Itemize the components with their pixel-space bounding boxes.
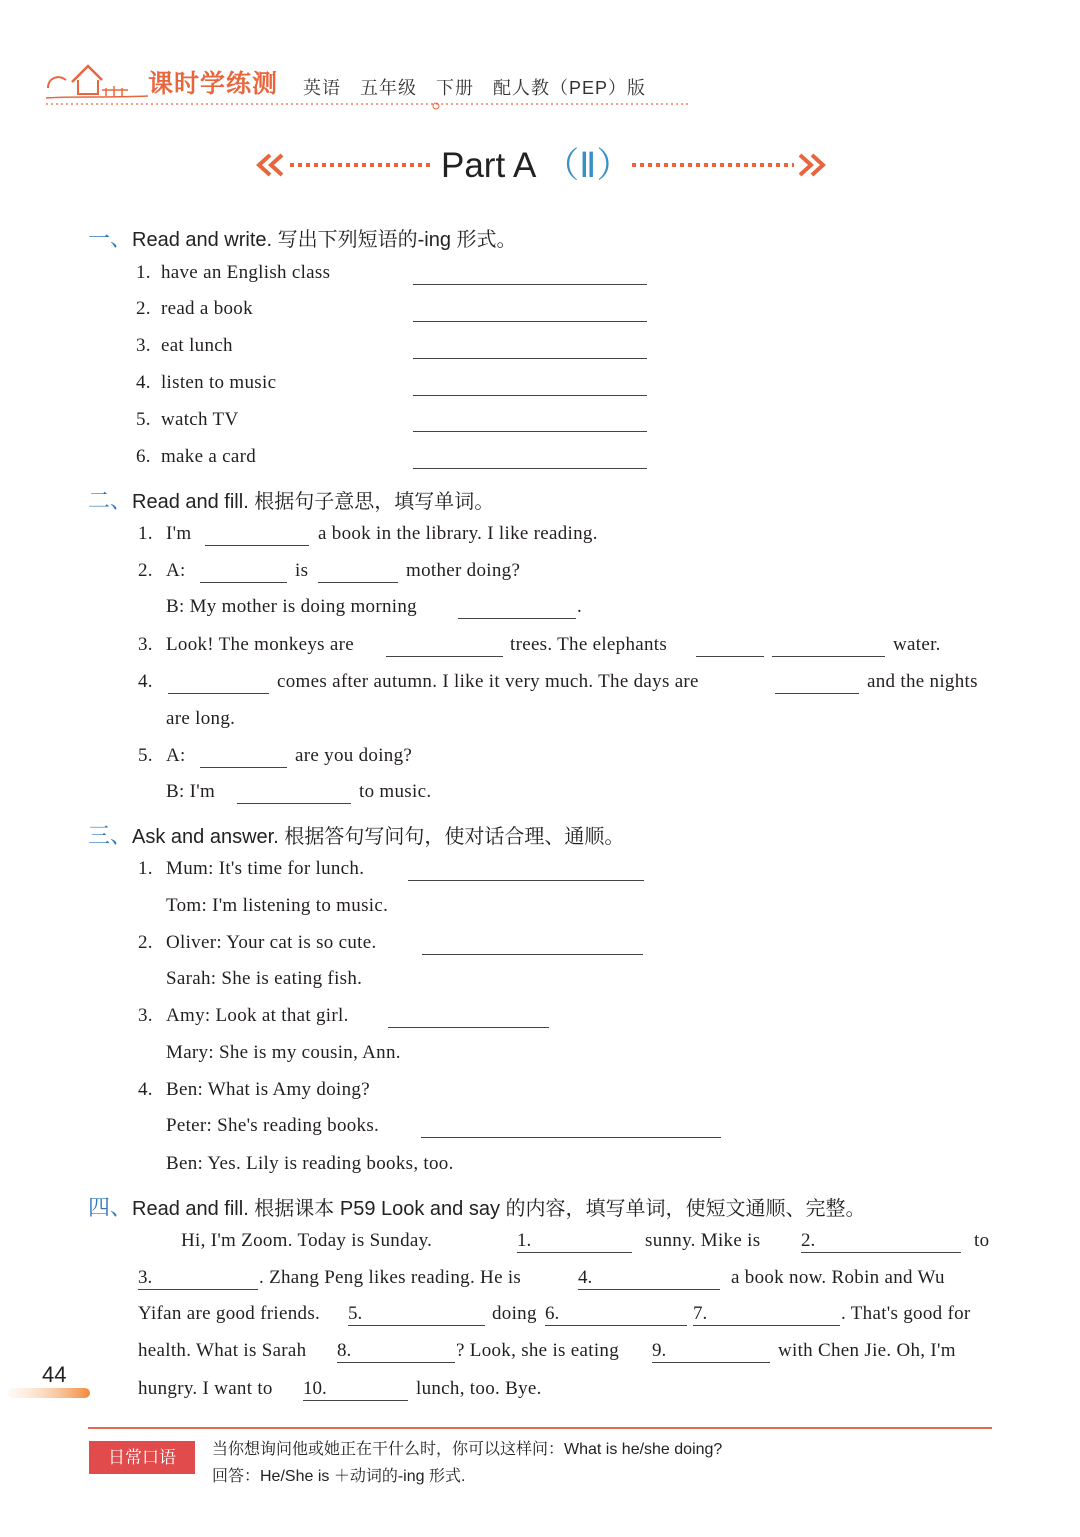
q-text: are you doing? xyxy=(295,745,413,766)
section-heading-text: Read and write. 写出下列短语的-ing 形式。 xyxy=(132,229,517,251)
answer-blank[interactable] xyxy=(388,1027,549,1028)
blank-number: 2. xyxy=(801,1230,816,1251)
q-text: comes after autumn. I like it very much. The days are xyxy=(277,671,699,692)
answer-blank[interactable] xyxy=(458,618,576,619)
answer-blank[interactable] xyxy=(408,880,644,881)
passage-text: . Zhang Peng likes reading. He is xyxy=(259,1267,522,1288)
answer-blank[interactable] xyxy=(772,656,885,657)
q-text: Tom: I'm listening to music. xyxy=(166,895,389,916)
q-text: . xyxy=(577,596,583,617)
book-subtitle: 英语 五年级 下册 配人教（PEP）版 xyxy=(303,78,647,98)
q-text: a book in the library. I like reading. xyxy=(318,523,598,544)
section-number: 一、 xyxy=(88,226,133,251)
passage-text: Hi, I'm Zoom. Today is Sunday. xyxy=(181,1230,433,1251)
section-3-heading xyxy=(88,819,624,850)
answer-blank[interactable] xyxy=(205,545,309,546)
q-text: Oliver: Your cat is so cute. xyxy=(166,932,377,953)
q-text: Ben: Yes. Lily is reading books, too. xyxy=(166,1153,454,1174)
page-number-bar xyxy=(8,1388,90,1398)
q-text: I'm xyxy=(166,523,192,544)
section-number: 三、 xyxy=(88,823,133,848)
passage-text: with Chen Jie. Oh, I'm xyxy=(778,1340,956,1361)
q-text: mother doing? xyxy=(406,560,521,581)
exercise-item: 5. watch TV xyxy=(136,409,239,430)
answer-blank[interactable] xyxy=(693,1325,840,1326)
q-number: 2. xyxy=(138,560,153,581)
part-title xyxy=(441,138,631,188)
answer-blank[interactable] xyxy=(696,656,764,657)
q-text: Look! The monkeys are xyxy=(166,634,354,655)
blank-number: 9. xyxy=(652,1340,667,1361)
blank-number: 6. xyxy=(545,1303,560,1324)
answer-blank[interactable] xyxy=(652,1362,770,1363)
answer-blank[interactable] xyxy=(413,431,647,432)
section-2-heading xyxy=(88,484,494,515)
q-text: Mum: It's time for lunch. xyxy=(166,858,365,879)
answer-blank[interactable] xyxy=(578,1289,720,1290)
q-number: 1. xyxy=(138,523,153,544)
section-1-heading xyxy=(88,222,517,253)
q-text: Ben: What is Amy doing? xyxy=(166,1079,370,1100)
q-text: to music. xyxy=(359,781,432,802)
passage-text: sunny. Mike is xyxy=(645,1230,761,1251)
answer-blank[interactable] xyxy=(413,284,647,285)
answer-blank[interactable] xyxy=(413,395,647,396)
footer-tip-answer: 回答：He/She is ＋动词的-ing 形式. xyxy=(212,1468,466,1485)
footer-tip-question: 当你想询问他或她正在干什么时，你可以这样问：What is he/she doing? xyxy=(212,1441,723,1458)
passage-text: hungry. I want to xyxy=(138,1378,273,1399)
q-text: Peter: She's reading books. xyxy=(166,1115,380,1136)
q-text: Mary: She is my cousin, Ann. xyxy=(166,1042,401,1063)
answer-blank[interactable] xyxy=(168,693,269,694)
q-text: are long. xyxy=(166,708,236,729)
blank-number: 10. xyxy=(303,1378,327,1399)
passage-text: to xyxy=(974,1230,990,1251)
q-text: and the nights xyxy=(867,671,978,692)
q-number: 5. xyxy=(138,745,153,766)
blank-number: 8. xyxy=(337,1340,352,1361)
answer-blank[interactable] xyxy=(237,803,351,804)
answer-blank[interactable] xyxy=(421,1137,721,1138)
passage-text: ? Look, she is eating xyxy=(456,1340,620,1361)
section-4-heading xyxy=(88,1191,866,1222)
exercise-item: 6. make a card xyxy=(136,446,257,467)
section-heading-text: Read and fill. 根据句子意思，填写单词。 xyxy=(132,491,495,513)
q-text: is xyxy=(295,560,309,581)
blank-number: 4. xyxy=(578,1267,593,1288)
q-text: Sarah: She is eating fish. xyxy=(166,968,363,989)
daily-speech-tag: 日常口语 xyxy=(89,1441,195,1474)
answer-blank[interactable] xyxy=(318,582,398,583)
answer-blank[interactable] xyxy=(303,1400,408,1401)
q-number: 1. xyxy=(138,858,153,879)
q-number: 3. xyxy=(138,634,153,655)
answer-blank[interactable] xyxy=(517,1252,632,1253)
section-heading-text: Read and fill. 根据课本 P59 Look and say 的内容，填写单词，使短文通顺、完整。 xyxy=(132,1198,866,1220)
answer-blank[interactable] xyxy=(545,1325,687,1326)
answer-blank[interactable] xyxy=(801,1252,961,1253)
exercise-item: 4. listen to music xyxy=(136,372,277,393)
brand-title: 课时学练测 xyxy=(148,70,279,98)
q-text: B: My mother is doing morning xyxy=(166,596,417,617)
footer-divider xyxy=(88,1427,992,1429)
passage-text: . That's good for xyxy=(841,1303,971,1324)
answer-blank[interactable] xyxy=(200,767,287,768)
q-number: 2. xyxy=(138,932,153,953)
q-text: Amy: Look at that girl. xyxy=(166,1005,349,1026)
answer-blank[interactable] xyxy=(413,468,647,469)
passage-text: lunch, too. Bye. xyxy=(416,1378,542,1399)
q-number: 4. xyxy=(138,671,153,692)
exercise-item: 1. have an English class xyxy=(136,262,331,283)
part-title-main: Part A xyxy=(441,146,535,185)
q-text: trees. The elephants xyxy=(510,634,668,655)
q-text: water. xyxy=(893,634,941,655)
passage-text: a book now. Robin and Wu xyxy=(731,1267,945,1288)
section-heading-text: Ask and answer. 根据答句写问句，使对话合理、通顺。 xyxy=(132,826,625,848)
page-number: 44 xyxy=(42,1362,67,1387)
answer-blank[interactable] xyxy=(200,582,287,583)
title-right-chevron-icon xyxy=(630,150,826,180)
answer-blank[interactable] xyxy=(348,1325,485,1326)
section-number: 四、 xyxy=(88,1195,133,1220)
answer-blank[interactable] xyxy=(413,358,647,359)
answer-blank[interactable] xyxy=(386,656,503,657)
q-text: A: xyxy=(166,745,186,766)
passage-text: Yifan are good friends. xyxy=(138,1303,321,1324)
exercise-item: 3. eat lunch xyxy=(136,335,233,356)
q-text: A: xyxy=(166,560,186,581)
passage-text: doing xyxy=(492,1303,537,1324)
q-text: B: I'm xyxy=(166,781,216,802)
q-number: 4. xyxy=(138,1079,153,1100)
blank-number: 3. xyxy=(138,1267,153,1288)
q-number: 3. xyxy=(138,1005,153,1026)
answer-blank[interactable] xyxy=(138,1289,258,1290)
part-title-roman: （Ⅱ） xyxy=(544,146,632,185)
blank-number: 5. xyxy=(348,1303,363,1324)
passage-text: health. What is Sarah xyxy=(138,1340,307,1361)
house-logo-icon xyxy=(44,58,154,104)
answer-blank[interactable] xyxy=(422,954,643,955)
blank-number: 7. xyxy=(693,1303,708,1324)
section-number: 二、 xyxy=(88,488,133,513)
exercise-item: 2. read a book xyxy=(136,298,253,319)
header-dotted-rule xyxy=(46,100,688,110)
title-left-chevron-icon xyxy=(256,150,432,180)
answer-blank[interactable] xyxy=(413,321,647,322)
answer-blank[interactable] xyxy=(337,1362,455,1363)
answer-blank[interactable] xyxy=(775,693,859,694)
blank-number: 1. xyxy=(517,1230,532,1251)
